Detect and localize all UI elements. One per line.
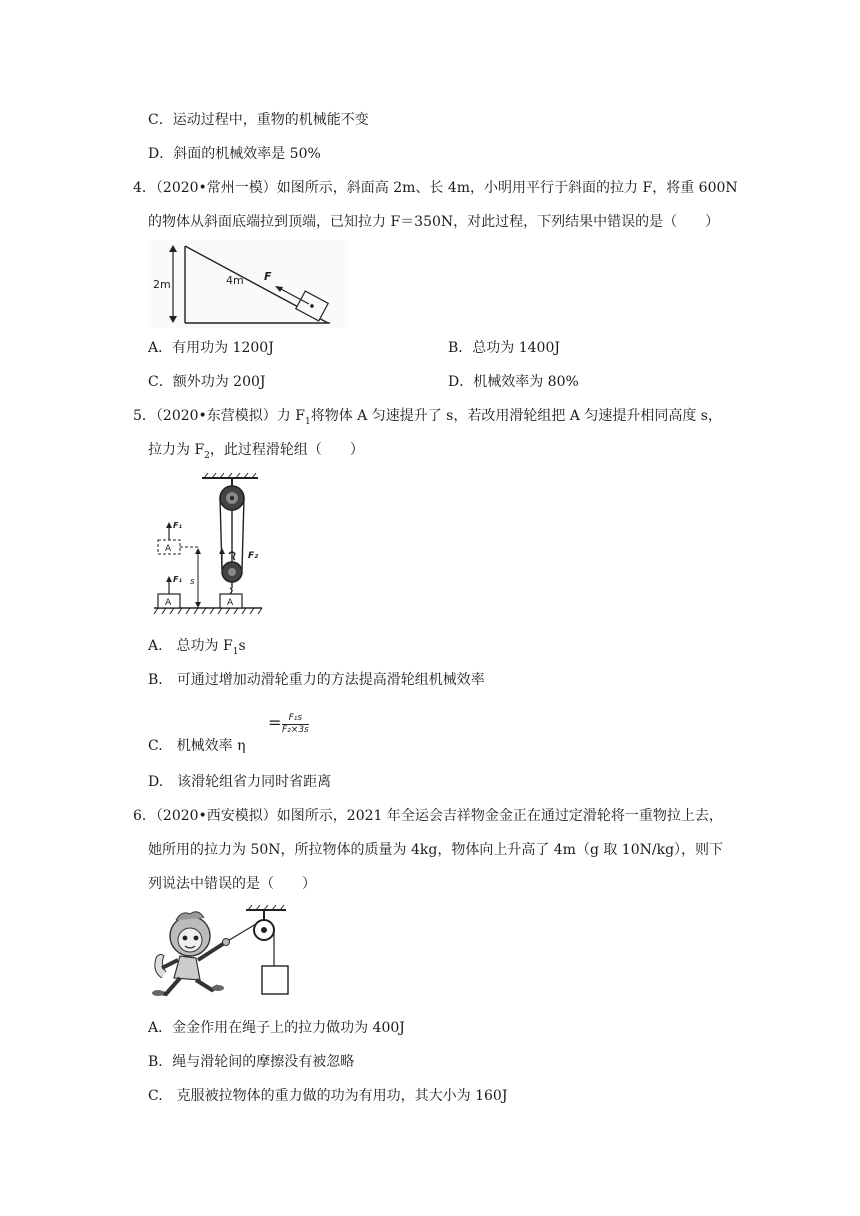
q6-option-a: A．金金作用在绳子上的拉力做功为 400J bbox=[148, 1020, 405, 1036]
q5-option-b: B. 可通过增加动滑轮重力的方法提高滑轮组机械效率 bbox=[148, 672, 485, 688]
fraction-denominator: F₂×3s bbox=[282, 725, 309, 735]
efficiency-fraction bbox=[282, 713, 309, 736]
s-label: s bbox=[190, 577, 195, 587]
fraction-numerator: F₁s bbox=[282, 713, 309, 725]
force-label: F bbox=[264, 270, 272, 283]
pulley-system-figure bbox=[152, 472, 264, 618]
q6-option-b: B．绳与滑轮间的摩擦没有被忽略 bbox=[148, 1054, 355, 1070]
q4-option-a: A．有用功为 1200J bbox=[148, 340, 274, 356]
q5-option-d: D. 该滑轮组省力同时省距离 bbox=[148, 774, 332, 790]
block-label-ground: A bbox=[165, 598, 172, 608]
q4-option-b: B．总功为 1400J bbox=[448, 340, 560, 356]
option-d-prev: D．斜面的机械效率是 50% bbox=[148, 146, 321, 162]
q5-option-a: A. 总功为 $F_1s$ bbox=[148, 638, 246, 657]
block-label-raised: A bbox=[165, 544, 172, 554]
height-label: 2m bbox=[153, 278, 171, 291]
q4-stem-line2: 的物体从斜面底端拉到顶端，已知拉力 F＝350N，对此过程，下列结果中错误的是（ ） bbox=[148, 214, 720, 230]
f1-label-upper: F₁ bbox=[173, 521, 182, 530]
q4-stem-line1: 4．（2020•常州一模）如图所示，斜面高 2m、长 4m，小明用平行于斜面的拉力 F，将重 600N bbox=[133, 180, 738, 196]
efficiency-equals-sign: = bbox=[268, 713, 282, 732]
option-c-prev: C．运动过程中，重物的机械能不变 bbox=[148, 112, 369, 128]
q5-stem-line1: 5．（2020•东营模拟）力 $F_1$将物体 A 匀速提升了 s，若改用滑轮组把 A 匀速提升相同高度 s， bbox=[133, 408, 722, 427]
incline-figure bbox=[148, 240, 348, 328]
mascot-illustration bbox=[152, 912, 230, 996]
block-label-pulley: A bbox=[227, 598, 234, 608]
q5-stem-line2: 拉力为 $F_2$，此过程滑轮组（ ） bbox=[148, 442, 364, 461]
mascot-pulley-figure bbox=[150, 904, 292, 1004]
length-label: 4m bbox=[226, 274, 244, 287]
q6-stem-line2: 她所用的拉力为 50N，所拉物体的质量为 4kg，物体向上升高了 4m（g 取 10N/kg），则下 bbox=[148, 842, 724, 858]
q6-stem-line3: 列说法中错误的是（ ） bbox=[148, 876, 316, 892]
q6-stem-line1: 6．（2020•西安模拟）如图所示，2021 年全运会吉祥物金金正在通过定滑轮将一重物拉上去， bbox=[133, 808, 723, 824]
q4-option-d: D．机械效率为 80% bbox=[448, 374, 579, 390]
f2-label: F₂ bbox=[248, 551, 259, 561]
q5-option-c: C. 机械效率 η bbox=[148, 738, 246, 754]
f1-label-lower: F₁ bbox=[173, 575, 182, 584]
q4-option-c: C．额外功为 200J bbox=[148, 374, 266, 390]
q6-option-c: C. 克服被拉物体的重力做的功为有用功，其大小为 160J bbox=[148, 1088, 508, 1104]
